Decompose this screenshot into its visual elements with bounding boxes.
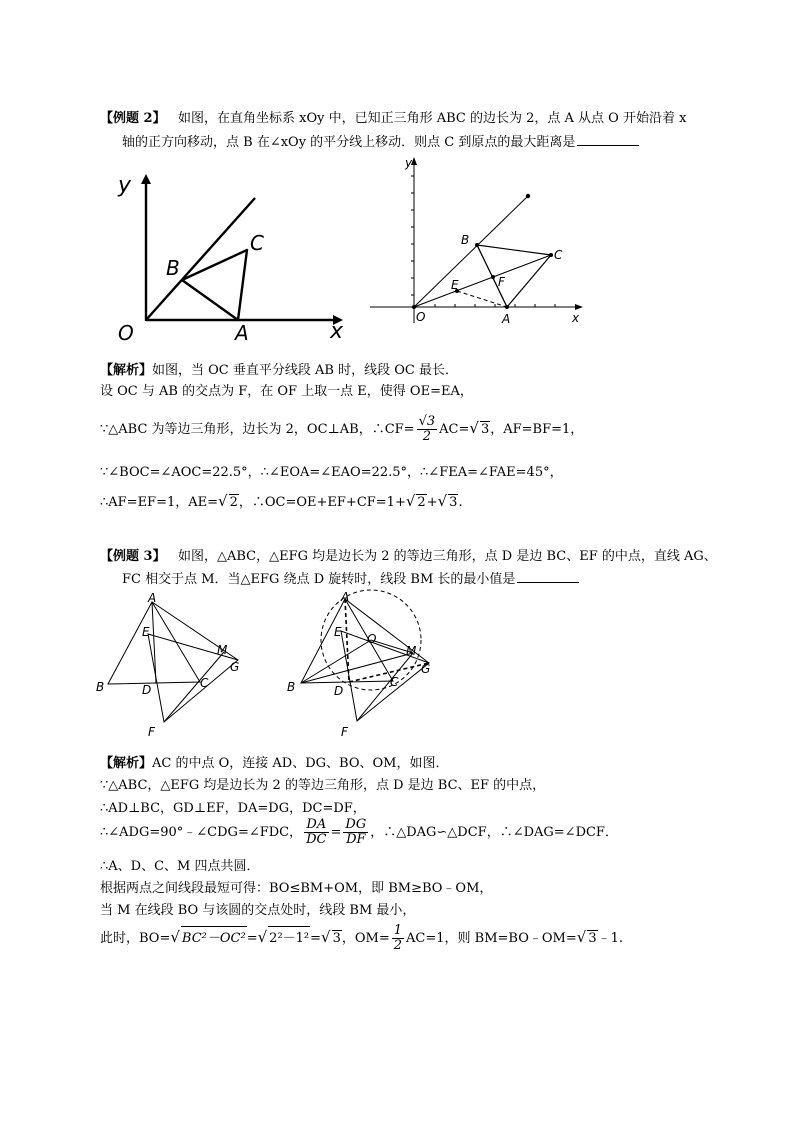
ex3-tag: 【例题 3】 <box>100 549 166 564</box>
sqrt-3: 3 <box>480 422 490 437</box>
sqrt-2: 2 <box>417 495 426 510</box>
ex2-sol3c: ，AF=BF=1， <box>490 422 584 437</box>
ex2-line2: 轴的正方向移动，点 B 在∠xOy 的平分线上移动．则点 C 到原点的最大距离是 <box>122 135 576 150</box>
ex2-figure-1 <box>110 168 350 343</box>
label-F: F <box>341 725 348 739</box>
label-B: B <box>287 680 296 694</box>
label-D: D <box>334 684 344 698</box>
fraction-dg-over-df: $\frac{DG}{DF}$ <box>345 817 367 847</box>
label-A: A <box>502 312 511 326</box>
answer-blank <box>517 570 579 583</box>
sqrt-bc2-oc2: BC²－OC² <box>181 926 247 946</box>
label-F: F <box>498 275 505 289</box>
ex2-tag: 【例题 2】 <box>100 111 166 126</box>
label-O: O <box>118 321 134 343</box>
ex2-sol3a: ∵△ABC 为等边三角形，边长为 2，OC⊥AB，∴CF= <box>100 422 415 437</box>
ex3-solution-line5 <box>100 855 259 874</box>
ex3-figure-2 <box>283 585 443 740</box>
ex3-solution-line4: ∴∠ADG=90°﹣∠CDG=∠FDC， $\frac{DA}{DC}$ = $\frac{DG}{DF}$ ，∴△DAG∽△DCF，∴∠DAG=∠DCF． <box>100 817 618 847</box>
ex3-line1: 如图，△ABC，△EFG 均是边长为 2 的等边三角形，点 D 是边 BC、EF 的中点，直线 AG、 <box>177 549 717 564</box>
ex3-sol5: ∴A、D、C、M 四点共圆． <box>100 859 260 874</box>
label-M: M <box>406 644 417 658</box>
sqrt-3: 3 <box>588 931 597 946</box>
ex3-solution-line3 <box>100 797 366 816</box>
label-B: B <box>461 233 470 247</box>
ex2-question-line1 <box>100 107 686 126</box>
ex3-solution-line2 <box>100 774 545 793</box>
ex2-sol5d: . <box>458 495 463 510</box>
fraction-da-over-dc: $\frac{DA}{DC}$ <box>306 817 327 847</box>
label-A: A <box>148 591 157 605</box>
ex3-sol1: AC 的中点 O，连接 AD、DG、BO、OM，如图． <box>152 756 449 771</box>
label-B: B <box>166 256 180 280</box>
sqrt-3: 3 <box>332 931 341 946</box>
label-y: y <box>118 173 132 198</box>
ex3-sol7: 当 M 在线段 BO 与该圆的交点处时，线段 BM 最小， <box>100 903 416 918</box>
ex2-solution-line1 <box>100 359 458 378</box>
label-C: C <box>200 676 209 690</box>
ex2-solution-line2 <box>100 380 473 399</box>
ex3-sol3: ∴AD⊥BC，GD⊥EF，DA=DG，DC=DF， <box>100 801 366 816</box>
ex3-question-line1 <box>100 545 717 564</box>
ex3-solution-line7 <box>100 899 415 918</box>
fraction-1-over-2: $\frac{1}{2}$ <box>393 923 403 953</box>
ex3-solution-line8: 此时，BO=√ BC²－OC²=√ 2²－1²=√ 3，OM= $\frac{1}{2}$ AC=1，则 BM=BO﹣OM=√ 3﹣1. <box>100 923 623 953</box>
ex2-question-line2 <box>122 131 639 150</box>
ex2-figure-2 <box>365 155 590 330</box>
label-C: C <box>250 231 264 255</box>
ex2-sol5c: + <box>426 495 438 510</box>
label-G: G <box>230 660 240 674</box>
ex2-sol5b: ，∴OC=OE+EF+CF=1+ <box>238 495 406 510</box>
ex2-solution-line3: ∵△ABC 为等边三角形，边长为 2，OC⊥AB，∴CF= $\frac{√3}{2}$ AC=√ 3，AF=BF=1， <box>100 414 584 444</box>
ex2-sol2: 设 OC 与 AB 的交点为 F，在 OF 上取一点 E，使得 OE=EA， <box>100 384 473 399</box>
label-F: F <box>148 725 155 739</box>
ex2-solution-line4 <box>100 461 563 480</box>
label-x: x <box>330 319 344 343</box>
sqrt-4-1: 2²－1² <box>268 926 310 946</box>
ex2-sol3b: AC= <box>439 422 470 437</box>
label-y: y <box>405 156 413 170</box>
ex2-sol4: ∵∠BOC=∠AOC=22.5°，∴∠EOA=∠EAO=22.5°，∴∠FEA=∠FAE=45°， <box>100 465 563 480</box>
ex3-figure-1 <box>90 590 250 740</box>
ex3-sol-tag: 【解析】 <box>100 756 153 771</box>
label-B: B <box>96 680 105 694</box>
sqrt-3: 3 <box>449 495 458 510</box>
ex3-sol4a: ∴∠ADG=90°﹣∠CDG=∠FDC， <box>100 825 303 840</box>
ex3-sol8a: 此时，BO= <box>100 931 171 946</box>
answer-blank <box>577 133 639 146</box>
label-C: C <box>390 675 399 689</box>
sqrt-2: 2 <box>229 495 238 510</box>
ex2-line1: 如图，在直角坐标系 xOy 中，已知正三角形 ABC 的边长为 2，点 A 从点 O 开始沿着 x <box>177 111 687 126</box>
label-O: O <box>416 310 426 324</box>
label-A: A <box>341 590 350 604</box>
label-A: A <box>235 321 249 343</box>
ex3-line2: FC 相交于点 M．当△EFG 绕点 D 旋转时，线段 BM 长的最小值是 <box>122 572 516 587</box>
label-x: x <box>572 311 580 325</box>
ex3-solution-line1 <box>100 752 448 771</box>
label-E: E <box>334 625 342 639</box>
label-O: O <box>367 632 377 646</box>
label-M: M <box>217 643 228 657</box>
label-G: G <box>421 662 431 676</box>
label-E: E <box>142 625 150 639</box>
ex2-solution-line5: ∴AF=EF=1，AE=√ 2，∴OC=OE+EF+CF=1+√ 2+√ 3. <box>100 492 463 510</box>
ex3-sol6: 根据两点之间线段最短可得：BO≤BM+OM，即 BM≥BO﹣OM， <box>100 881 493 896</box>
ex2-sol1: 如图，当 OC 垂直平分线段 AB 时，线段 OC 最长． <box>152 363 458 378</box>
ex3-sol2: ∵△ABC，△EFG 均是边长为 2 的等边三角形，点 D 是边 BC、EF 的中点， <box>100 778 546 793</box>
ex2-sol-tag: 【解析】 <box>100 363 153 378</box>
ex2-sol5a: ∴AF=EF=1，AE= <box>100 495 219 510</box>
ex3-sol4b: ，∴△DAG∽△DCF，∴∠DAG=∠DCF． <box>370 825 618 840</box>
ex3-solution-line6 <box>100 877 492 896</box>
fraction-sqrt3-over-2: $\frac{√3}{2}$ <box>418 414 436 444</box>
label-E: E <box>451 278 459 292</box>
label-C: C <box>554 248 563 262</box>
label-D: D <box>142 683 152 697</box>
